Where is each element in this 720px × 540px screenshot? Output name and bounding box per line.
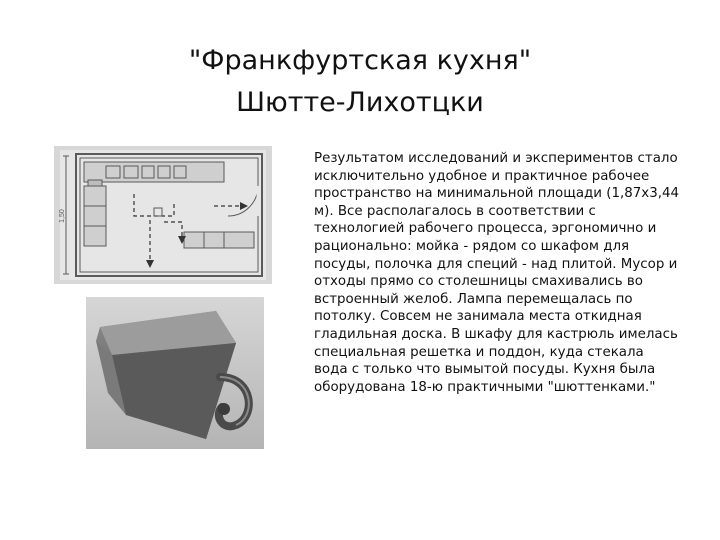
metal-storage-bin-image [86,297,264,449]
plan-dimension-label: 1,50 [59,209,66,223]
slide-title [60,40,660,124]
title-line-1: "Франкфуртская кухня" [188,45,532,76]
title-line-2: Шютте-Лихотцки [236,87,484,118]
slide-body-text: Результатом исследований и экспериментов стало исключительно удобное и практичное рабочее пространство на минимальной площади (1,87х3,44 м). Все располагалось в соответствии с технологией рабочего процесса, эргономично и рационально: мойка - рядом со шкафом для посуды, полочка для специй - над плитой. Мусор и отходы прямо со столешницы смахивались во встроенный желоб. Лампа перемещалась по потолку. Совсем не занимала места откидная гладильная доска. В шкафу для кастрюль имелась специальная решетка и поддон, куда стекала вода с только что вымытой посуды. Кухня была оборудована 18-ю практичными "шюттенками." [314,151,680,395]
kitchen-floor-plan-image [54,146,272,284]
